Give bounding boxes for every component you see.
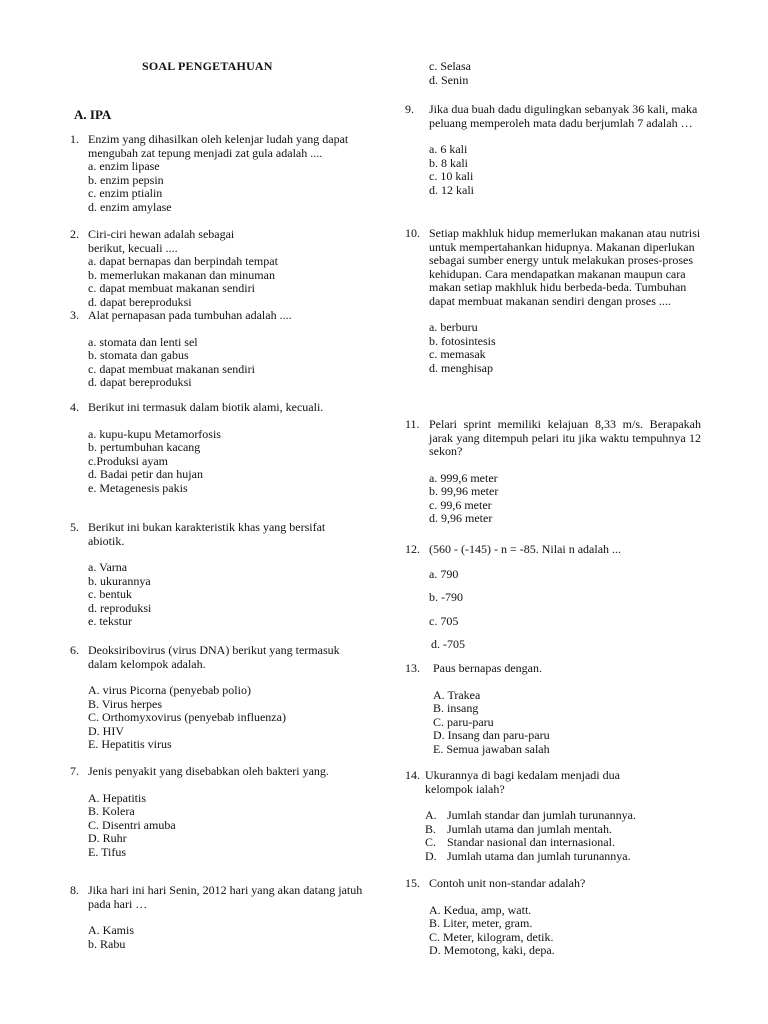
question-number: 13. — [405, 661, 420, 675]
option[interactable]: a. 6 kali — [429, 142, 468, 156]
question-text: Ukurannya di bagi kedalam menjadi dua kelompok ialah? — [425, 768, 620, 796]
options-list — [429, 568, 701, 652]
question-number: 1. — [70, 132, 79, 146]
question-text: Paus bernapas dengan. — [433, 661, 542, 675]
option[interactable]: b. stomata dan gabus — [88, 348, 189, 362]
option[interactable]: e. tekstur — [88, 614, 132, 628]
option[interactable]: d. Badai petir dan hujan — [88, 467, 203, 481]
option[interactable]: E. Semua jawaban salah — [433, 741, 550, 756]
option[interactable]: d. Senin — [429, 72, 469, 87]
question-5 — [70, 521, 370, 629]
question-7 — [70, 765, 370, 859]
option[interactable]: A. Kamis — [88, 923, 134, 937]
option[interactable]: b. pertumbuhan kacang — [88, 440, 201, 454]
option[interactable]: c. Selasa — [429, 59, 471, 73]
option[interactable]: a. stomata dan lenti sel — [88, 334, 198, 349]
question-text: Berikut ini termasuk dalam biotik alami, kecuali. — [88, 400, 324, 414]
question-8-continued — [405, 60, 701, 87]
option[interactable]: D. HIV — [88, 723, 124, 738]
question-1 — [70, 133, 370, 214]
option-text: Standar nasional dan internasional. — [447, 835, 615, 849]
question-number: 8. — [70, 883, 79, 897]
question-text: Enzim yang dihasilkan oleh kelenjar ludah yang dapat mengubah zat tepung menjadi zat gula adalah .... — [88, 132, 349, 160]
option-letter: C. — [425, 835, 437, 849]
question-number: 3. — [70, 308, 79, 322]
question-number: 9. — [405, 102, 414, 116]
option[interactable]: C. Disentri amuba — [88, 817, 176, 832]
options-list — [429, 60, 701, 87]
question-number: 10. — [405, 226, 420, 240]
option[interactable]: A. virus Picorna (penyebab polio) — [88, 683, 251, 697]
option[interactable]: B. Virus herpes — [88, 696, 163, 711]
page-title: SOAL PENGETAHUAN — [142, 59, 273, 73]
option-letter: A. — [425, 808, 437, 822]
option[interactable]: c. 705 — [429, 613, 459, 628]
option[interactable]: d. 9,96 meter — [429, 511, 493, 525]
option[interactable]: d. dapat bereproduksi — [88, 294, 192, 309]
option[interactable]: A. Kedua, amp, watt. — [429, 902, 532, 917]
question-text: Setiap makhluk hidup memerlukan makanan atau nutrisi untuk mempertahankan hidupnya. Makanan diperlukan sebagai sumber energy untuk melakukan proses-proses kehidupan. Cara mendapatkan makanan maupun cara makan setiap makhluk hidu berbeda-beda. Tumbuhan dapat membuat makanan sendiri dengan proses .... — [429, 226, 701, 308]
question-8 — [70, 884, 370, 951]
question-15 — [405, 877, 701, 958]
option[interactable]: A. Trakea — [433, 687, 481, 702]
question-6 — [70, 644, 370, 752]
option[interactable]: b. ukurannya — [88, 573, 151, 588]
option[interactable]: d. -705 — [431, 637, 465, 651]
option[interactable]: b. Rabu — [88, 936, 126, 951]
question-text: Deoksiribovirus (virus DNA) berikut yang termasuk dalam kelompok adalah. — [88, 643, 340, 671]
question-number: 6. — [70, 643, 79, 657]
options-list — [88, 924, 370, 951]
question-number: 15. — [405, 876, 420, 890]
option[interactable]: a. 999,6 meter — [429, 470, 498, 485]
options-list — [429, 143, 701, 197]
option[interactable]: d. reproduksi — [88, 600, 152, 615]
option[interactable]: b. memerlukan makanan dan minuman — [88, 267, 275, 282]
option-text: Jumlah utama dan jumlah mentah. — [447, 821, 612, 836]
option[interactable] — [425, 809, 701, 823]
options-list — [425, 809, 701, 863]
option-text: Jumlah utama dan jumlah turunannya. — [447, 848, 631, 863]
option[interactable]: a. Varna — [88, 560, 128, 574]
option[interactable]: c. memasak — [429, 347, 486, 361]
option[interactable]: a. enzim lipase — [88, 159, 160, 173]
question-number: 11. — [405, 417, 420, 431]
options-list — [88, 255, 370, 309]
option[interactable]: C. Orthomyxovirus (penyebab influenza) — [88, 710, 286, 724]
question-number: 12. — [405, 542, 420, 556]
option[interactable]: b. -790 — [429, 590, 463, 604]
options-list — [88, 160, 370, 214]
question-text: Jika dua buah dadu digulingkan sebanyak 36 kali, maka peluang memperoleh mata dadu berjumlah 7 adalah … — [429, 102, 698, 130]
option[interactable]: D. Memotong, kaki, depa. — [429, 943, 555, 957]
options-list — [88, 428, 370, 496]
question-text: Ciri-ciri hewan adalah sebagai berikut, kecuali .... — [88, 227, 235, 255]
option[interactable]: C. paru-paru — [433, 714, 494, 729]
question-number: 2. — [70, 227, 79, 241]
option[interactable] — [425, 823, 701, 837]
question-3 — [70, 309, 370, 390]
question-2 — [70, 228, 370, 309]
option[interactable]: c. bentuk — [88, 587, 132, 601]
options-list — [88, 792, 370, 860]
option[interactable]: D. Ruhr — [88, 831, 127, 845]
question-text: Contoh unit non-standar adalah? — [429, 876, 586, 890]
option-letter: D. — [425, 848, 437, 863]
question-number: 5. — [70, 520, 79, 534]
option-text: Jumlah standar dan jumlah turunannya. — [447, 808, 636, 822]
options-list — [429, 904, 701, 958]
option[interactable]: d. 12 kali — [429, 182, 474, 197]
option[interactable]: c. 99,6 meter — [429, 497, 492, 512]
option[interactable]: a. 790 — [429, 566, 459, 581]
option[interactable]: d. enzim amylase — [88, 199, 172, 214]
question-12 — [405, 543, 701, 662]
question-4 — [70, 401, 370, 495]
options-list — [429, 472, 701, 526]
option[interactable]: B. Kolera — [88, 804, 135, 818]
option[interactable]: B. Liter, meter, gram. — [429, 916, 533, 930]
option[interactable]: b. 8 kali — [429, 155, 468, 170]
options-list — [88, 684, 370, 752]
option[interactable]: c.Produksi ayam — [88, 453, 168, 468]
question-text: Alat pernapasan pada tumbuhan adalah .... — [88, 308, 292, 322]
question-text: (560 - (-145) - n = -85. Nilai n adalah ... — [429, 542, 622, 556]
option[interactable]: a. berburu — [429, 320, 478, 334]
options-list — [88, 336, 370, 390]
options-list — [88, 561, 370, 629]
option[interactable] — [425, 836, 701, 850]
option[interactable]: C. Meter, kilogram, detik. — [429, 929, 554, 944]
option[interactable]: b. 99,96 meter — [429, 484, 499, 498]
question-9 — [405, 103, 701, 197]
option[interactable]: b. enzim pepsin — [88, 172, 164, 187]
option[interactable]: c. dapat membuat makanan sendiri — [88, 281, 255, 295]
option[interactable]: a. dapat bernapas dan berpindah tempat — [88, 254, 278, 268]
option[interactable]: B. insang — [433, 701, 479, 715]
question-number: 4. — [70, 400, 79, 414]
option[interactable]: c. 10 kali — [429, 169, 474, 183]
question-text: Pelari sprint memiliki kelajuan 8,33 m/s. Berapakah jarak yang ditempuh pelari itu jika waktu tempuhnya 12 sekon? — [429, 417, 701, 458]
option[interactable]: b. fotosintesis — [429, 333, 496, 348]
question-text: Jika hari ini hari Senin, 2012 hari yang akan datang jatuh pada hari … — [88, 883, 363, 911]
option[interactable]: d. dapat bereproduksi — [88, 375, 192, 389]
question-number: 7. — [70, 764, 79, 778]
option[interactable]: A. Hepatitis — [88, 790, 146, 805]
question-13 — [405, 662, 701, 756]
option[interactable]: c. dapat membuat makanan sendiri — [88, 361, 255, 376]
question-text: Jenis penyakit yang disebabkan oleh bakteri yang. — [88, 764, 329, 778]
option-letter: B. — [425, 821, 437, 836]
option[interactable]: d. menghisap — [429, 360, 493, 375]
option[interactable]: E. Hepatitis virus — [88, 737, 172, 751]
option[interactable]: c. enzim ptialin — [88, 186, 163, 200]
question-10 — [405, 227, 701, 375]
section-heading: A. IPA — [74, 107, 112, 122]
option[interactable]: a. kupu-kupu Metamorfosis — [88, 426, 221, 441]
options-list — [433, 689, 701, 757]
option[interactable]: D. Insang dan paru-paru — [433, 728, 550, 742]
option[interactable]: E. Tifus — [88, 844, 127, 859]
option[interactable]: e. Metagenesis pakis — [88, 480, 188, 495]
options-list — [429, 321, 701, 375]
question-14 — [405, 769, 701, 863]
question-text: Berikut ini bukan karakteristik khas yang bersifat abiotik. — [88, 520, 326, 548]
question-number: 14. — [405, 768, 420, 782]
question-11 — [405, 418, 701, 526]
option[interactable] — [425, 850, 701, 864]
